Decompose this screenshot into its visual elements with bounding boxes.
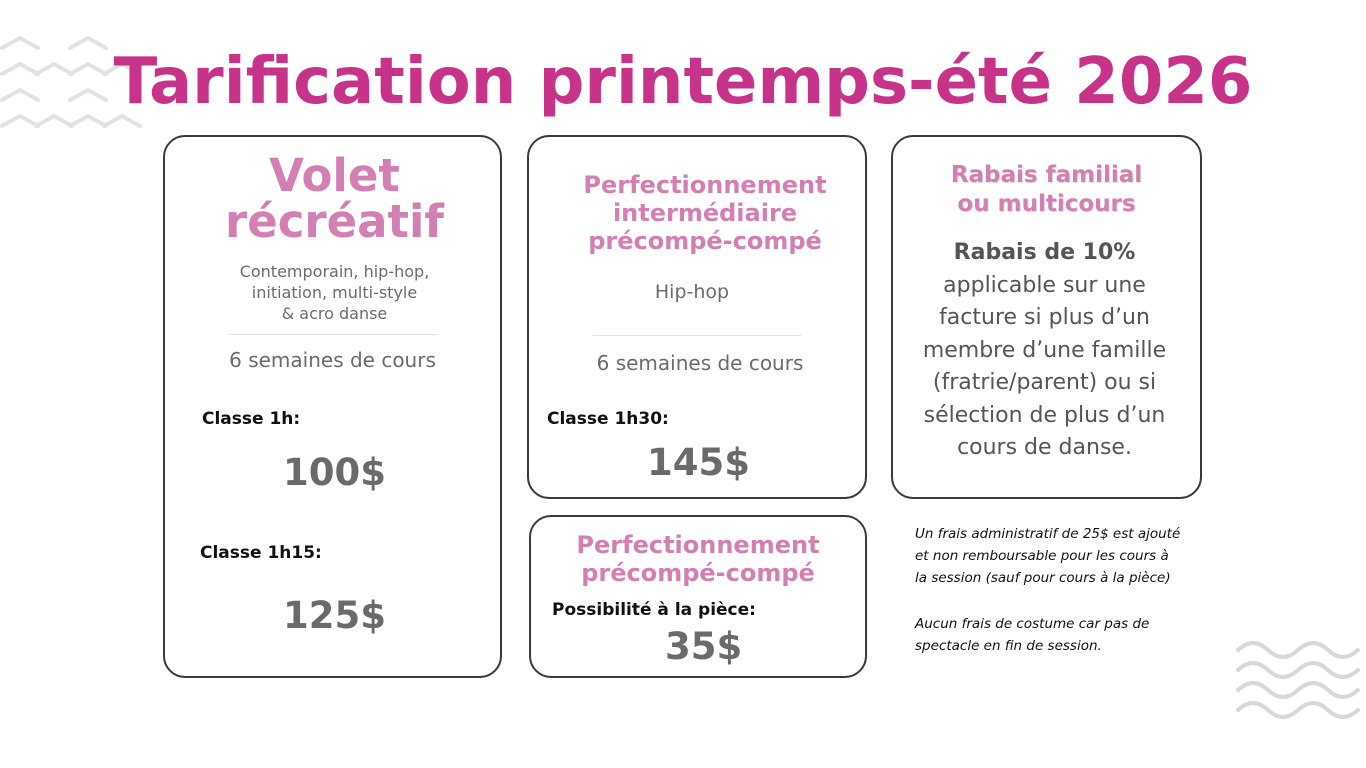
- heading-line: Perfectionnement: [583, 171, 827, 199]
- styles-list: [165, 261, 504, 324]
- heading-line: intermédiaire: [612, 199, 798, 227]
- rabais-line: cours de danse.: [957, 435, 1132, 460]
- rabais-line: (fratrie/parent) ou si: [932, 370, 1157, 395]
- heading-line: précompé-compé: [581, 559, 815, 587]
- costume-note: [915, 613, 1215, 657]
- rabais-line: sélection de plus d’un: [923, 402, 1166, 428]
- piece-label: Possibilité à la pièce:: [552, 600, 756, 620]
- heading-line: Volet: [269, 149, 400, 202]
- heading-line: précompé-compé: [588, 227, 822, 255]
- note-line: Aucun frais de costume car pas de: [915, 616, 1150, 632]
- card-heading: [893, 161, 1200, 219]
- class-1h-price: 100$: [283, 451, 386, 494]
- class-1h30-price: 145$: [647, 441, 750, 484]
- divider: [593, 335, 801, 336]
- note-line: et non remboursable pour les cours à: [915, 548, 1169, 564]
- rabais-line: applicable sur une: [943, 272, 1146, 298]
- wave-pattern-icon: [1236, 640, 1366, 730]
- class-1h15-label: Classe 1h15:: [200, 543, 322, 563]
- class-1h30-label: Classe 1h30:: [547, 409, 669, 429]
- class-1h-label: Classe 1h:: [202, 409, 301, 429]
- heading-line: Perfectionnement: [576, 531, 820, 559]
- course-duration: 6 semaines de cours: [596, 351, 804, 375]
- styles-line: initiation, multi-style: [251, 283, 418, 302]
- admin-fee-note: [915, 523, 1215, 589]
- course-duration: 6 semaines de cours: [229, 348, 436, 372]
- note-line: la session (sauf pour cours à la pièce): [915, 570, 1171, 586]
- heading-line: ou multicours: [957, 191, 1136, 217]
- card-perfectionnement-intermediaire: [527, 135, 867, 499]
- rabais-bold-line: Rabais de 10%: [953, 240, 1136, 265]
- rabais-line: membre d’une famille: [922, 337, 1167, 363]
- note-line: Un frais administratif de 25$ est ajouté: [915, 526, 1181, 542]
- heading-line: Rabais familial: [950, 162, 1143, 188]
- rabais-line: facture si plus d’un: [939, 305, 1150, 330]
- card-volet-recreatif: [163, 135, 502, 678]
- class-1h15-price: 125$: [283, 594, 386, 637]
- styles-line: & acro danse: [281, 304, 388, 323]
- piece-price: 35$: [665, 625, 743, 668]
- card-perfectionnement-piece: [529, 515, 867, 678]
- divider: [229, 334, 438, 335]
- card-rabais-familial: [891, 135, 1202, 499]
- styles-line: Contemporain, hip-hop,: [239, 262, 430, 281]
- card-heading: [549, 171, 861, 255]
- card-heading: [531, 531, 865, 587]
- style-name: Hip-hop: [654, 281, 730, 303]
- card-heading: [165, 149, 504, 248]
- rabais-description: [893, 237, 1196, 465]
- note-line: spectacle en fin de session.: [915, 638, 1102, 654]
- page-title: Tarification printemps-été 2026: [113, 45, 1253, 119]
- heading-line: récréatif: [225, 195, 444, 248]
